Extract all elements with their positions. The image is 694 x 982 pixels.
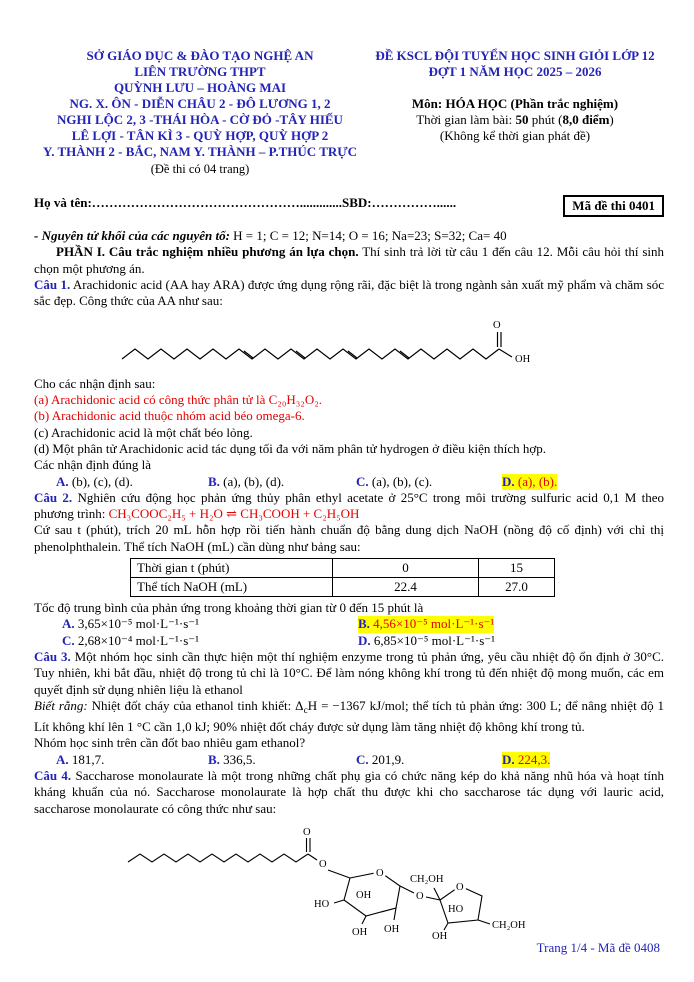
exam-round: ĐỢT 1 NĂM HỌC 2025 – 2026 (428, 64, 602, 79)
question-1-text: Arachidonic acid (AA hay ARA) được ứng dụng rộng rãi, đặc biệt là trong ngành sản xuất mỹ phẩm và chăm sóc sắc đẹp. Công thức của AA như sau: (34, 276, 664, 309)
school-group-line: NG. X. ÔN - DIỄN CHÂU 2 - ĐÔ LƯƠNG 1, 2 (69, 96, 331, 111)
q3-option-b (208, 752, 256, 768)
school-group-line: NGHI LỘC 2, 3 -THÁI HÒA - CỜ ĐỎ -TÂY HIẾU (57, 112, 343, 127)
q1-option-d (502, 474, 557, 490)
glucose-ring-oxygen-label: O (376, 867, 384, 879)
delta-subscript: c (303, 705, 308, 716)
bond-lines (122, 332, 512, 359)
question-2-text: Nghiên cứu động học phản ứng thủy phân ethyl acetate ở 25°C trong môi trường sulfuric acid 0,1 M theo phương trình: (34, 489, 664, 522)
school-group-line: LÊ LỢI - TÂN KÌ 3 - QUỲ HỢP, QUỲ HỢP 2 (71, 128, 329, 143)
hydroxymethyl-label: CH₂OH (410, 873, 444, 885)
question-4-text: Saccharose monolaurate là một trong những chất phụ gia có chức năng kép do khả năng nhũ hóa và hoạt tính kháng khuẩn của nó. Saccharose monolaurate là hợp chất thu được khi cho saccharose tác dụng với lauric acid, saccharose monolaurate có công thức như sau: (34, 768, 664, 816)
arachidonic-acid-skeletal-drawing (120, 311, 548, 369)
carbonyl-oxygen-label: O (493, 320, 501, 332)
option-value: 3,65×10⁻⁵ mol·L⁻¹·s⁻¹ (74, 616, 200, 632)
q1-statement-a: (a) Arachidonic acid có công thức phân tử là C₂₀H₃₂O₂. (34, 392, 322, 408)
option-value: 2,68×10⁻⁴ mol·L⁻¹·s⁻¹ (74, 632, 200, 648)
exam-content (34, 228, 664, 944)
part1-instructions-line (34, 244, 664, 277)
option-letter: C. (356, 751, 369, 767)
time-prefix: Thời gian làm bài: (416, 112, 516, 127)
q2-options (34, 616, 664, 649)
time-line (366, 112, 664, 128)
table-row (131, 578, 555, 597)
hydroxyl-label: OH (352, 926, 368, 938)
question-1-label: Câu 1. (34, 276, 71, 292)
option-value: 224,3. (514, 751, 551, 767)
question-3-text: Một nhóm học sinh cần thực hiện một thí nghiệm enzyme trong tủ phản ứng, yêu cầu nhiệt độ ổn định ở 30°C. Tuy nhiên, khi bắt đầu, nhiệt độ trong tủ chỉ là 10°C. Để làm nóng không khí trong tủ đến nhiệt độ mong muốn, các em quyết định sử dụng nhiên liệu là ethanol (34, 648, 664, 697)
question-3 (34, 649, 664, 698)
q1-options (34, 474, 664, 490)
time-points: 8,0 điểm (562, 112, 610, 127)
reaction-equation: CH₃COOC₂H₅ + H₂O ⇌ CH₃COOH + C₂H₅OH (108, 506, 360, 522)
q1-intro: Cho các nhận định sau: (34, 375, 156, 391)
option-letter: C. (62, 632, 75, 648)
q1-statement-d: (d) Một phân tử Arachidonic acid tác dụng tối đa với năm phân tử hydrogen ở điều kiện thích hợp. (34, 440, 546, 456)
table-cell: 0 (333, 559, 479, 578)
option-value: (a), (b). (514, 473, 558, 489)
q2-text2: Cứ sau t (phút), trích 20 mL hỗn hợp rồi tiến hành chuẩn độ bằng dung dịch NaOH (nồng độ cố định) với chỉ thị phenolphthalein. Thể tích NaOH (mL) cần dùng như bảng sau: (34, 522, 664, 554)
time-mid: phút ( (528, 112, 563, 127)
exam-code-box: Mã đề thi 0401 (563, 195, 664, 217)
option-letter: A. (62, 616, 75, 632)
q2-option-a (62, 616, 199, 632)
q1-option-b (208, 474, 284, 490)
pages-note: (Đề thi có 04 trang) (150, 162, 250, 176)
q1-statement-c: (c) Arachidonic acid là một chất béo lỏng. (34, 424, 253, 440)
table-cell: Thể tích NaOH (mL) (131, 578, 333, 597)
question-3-label: Câu 3. (34, 648, 71, 664)
option-value: 181,7. (68, 751, 105, 767)
time-suffix: ) (609, 112, 614, 127)
q3-question: Nhóm học sinh trên cần đốt bao nhiêu gam ethanol? (34, 735, 306, 751)
exam-title: ĐỀ KSCL ĐỘI TUYỂN HỌC SINH GIỎI LỚP 12 (375, 48, 655, 63)
school-group-line: Y. THÀNH 2 - BẮC, NAM Y. THÀNH – P.THÚC TRỰC (43, 144, 357, 159)
q3-option-a (56, 752, 104, 768)
option-letter: A. (56, 473, 69, 489)
q2-option-b (358, 616, 494, 632)
q3-option-c (356, 752, 404, 768)
atomic-mass-label: - Nguyên tử khối của các nguyên tố: (34, 228, 230, 243)
option-letter: C. (356, 473, 369, 489)
option-letter: D. (358, 632, 371, 648)
table-cell: 27.0 (479, 578, 555, 597)
carbonyl-oxygen-label: O (303, 826, 311, 838)
option-value: 6,85×10⁻⁵ mol·L⁻¹·s⁻¹ (370, 632, 496, 648)
q3-option-d (502, 752, 550, 768)
table-row (131, 559, 555, 578)
q3-options (34, 752, 664, 768)
option-letter: B. (208, 473, 220, 489)
page-footer: Trang 1/4 - Mã đề 0408 (536, 940, 660, 955)
arachidonic-acid-structure (120, 311, 664, 373)
option-letter: D. (502, 473, 515, 489)
school-group-line: LIÊN TRƯỜNG THPT (134, 64, 266, 79)
ester-oxygen-label: O (319, 858, 327, 870)
hydroxyl-label: OH (356, 889, 372, 901)
table-cell: 15 (479, 559, 555, 578)
q2-question: Tốc độ trung bình của phản ứng trong khoảng thời gian từ 0 đến 15 phút là (34, 600, 424, 616)
question-2-label: Câu 2. (34, 489, 73, 505)
question-4 (34, 768, 664, 817)
q2-option-c (62, 633, 199, 649)
hydroxyl-label: OH (384, 923, 400, 935)
department-name: SỞ GIÁO DỤC & ĐÀO TẠO NGHỆ AN (86, 48, 314, 63)
distribution-note: (Không kể thời gian phát đề) (439, 128, 591, 143)
table-cell: Thời gian t (phút) (131, 559, 333, 578)
saccharose-monolaurate-structure (126, 820, 664, 944)
candidate-info-row (34, 195, 664, 217)
given-text-b: H = −1367 kJ/mol; thể tích tủ phản ứng: 300 L; để nâng nhiệt độ 1 Lít không khí lên 1 °C cần 1,0 kJ; 90% nhiệt đốt cháy được sử dụng làm tăng nhiệt độ không khí trong tủ. (34, 697, 665, 735)
hydroxyl-label: OH (432, 930, 448, 940)
option-value: 336,5. (219, 751, 256, 767)
table-cell: 22.4 (333, 578, 479, 597)
option-value: (a), (b), (c). (368, 473, 433, 489)
school-group-line: QUỲNH LƯU – HOÀNG MAI (113, 80, 287, 95)
q1-option-c (356, 474, 432, 490)
option-value: 201,9. (368, 751, 405, 767)
q3-given (34, 698, 664, 736)
naoh-volume-table (130, 558, 555, 597)
time-minutes: 50 (515, 112, 529, 127)
given-label: Biết rằng: (34, 697, 88, 713)
option-letter: B. (358, 616, 370, 632)
issuing-schools-block (34, 48, 366, 177)
hydroxyl-label: HO (448, 903, 464, 915)
atomic-mass-values: H = 1; C = 12; N=14; O = 16; Na=23; S=32; Ca= 40 (229, 228, 507, 243)
subject-line: Môn: HÓA HỌC (Phần trắc nghiệm) (411, 96, 619, 111)
option-value: (b), (c), (d). (68, 473, 133, 489)
document-header (34, 48, 664, 177)
hydroxyl-label: HO (314, 898, 330, 910)
hydroxyl-label: OH (515, 354, 531, 366)
option-value: 4,56×10⁻⁵ mol·L⁻¹·s⁻¹ (369, 616, 495, 632)
exam-title-block (366, 48, 664, 144)
question-1 (34, 277, 664, 310)
q1-question: Các nhận định đúng là (34, 457, 151, 473)
question-2 (34, 490, 664, 523)
q1-option-a (56, 474, 133, 490)
option-letter: D. (502, 751, 515, 767)
q1-statement-b: (b) Arachidonic acid thuộc nhóm acid béo omega-6. (34, 408, 305, 424)
part1-heading: PHẦN I. Câu trắc nghiệm nhiều phương án lựa chọn. (56, 244, 359, 260)
fructose-ring-oxygen-label: O (456, 881, 464, 893)
part1-instructions: Thí sinh trả lời từ câu 1 đến câu 12. Mỗi câu hỏi thí sinh chọn một phương án. (34, 244, 664, 276)
q2-option-d (358, 633, 495, 649)
option-letter: B. (208, 751, 220, 767)
option-letter: A. (56, 751, 69, 767)
glycosidic-oxygen-label: O (416, 890, 424, 902)
question-4-label: Câu 4. (34, 768, 72, 784)
option-value: (a), (b), (d). (219, 473, 285, 489)
hydroxymethyl-label: CH₂OH (492, 919, 526, 931)
candidate-name-line: Họ và tên:………………………………………….............SBD:……………...... (34, 195, 457, 210)
saccharose-monolaurate-drawing (126, 820, 536, 940)
given-text-a: Nhiệt đốt cháy của ethanol tinh khiết: Δ (87, 697, 304, 713)
atomic-mass-line (34, 228, 664, 244)
